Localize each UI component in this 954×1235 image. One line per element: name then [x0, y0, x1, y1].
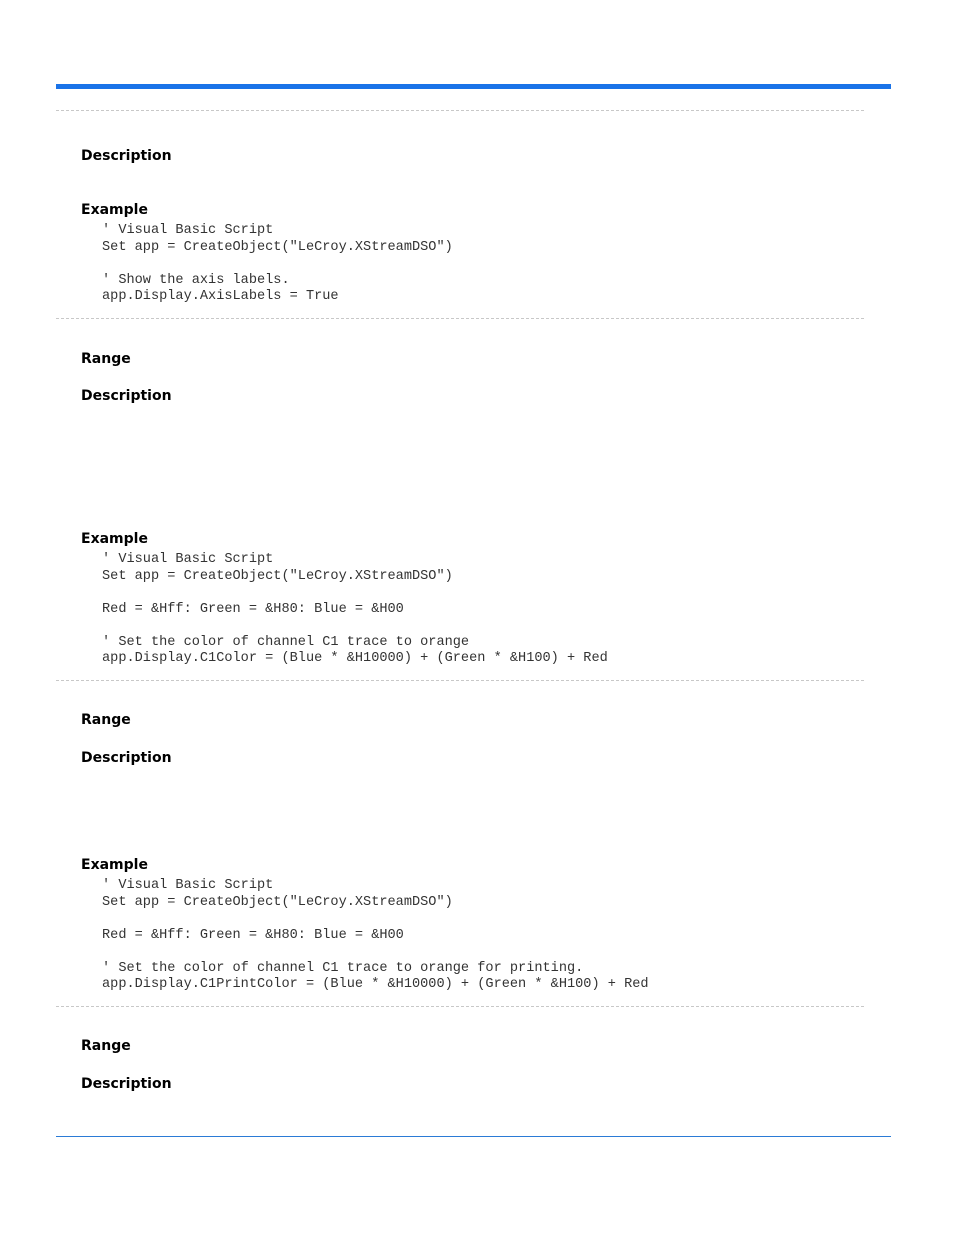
header-rule [56, 84, 891, 89]
section-separator [56, 110, 864, 111]
range-heading: Range [81, 712, 131, 728]
footer-rule [56, 1136, 891, 1137]
code-example: ' Visual Basic Script Set app = CreateObject("LeCroy.XStreamDSO") Red = &Hff: Green = &H80: Blue = &H00 ' Set the color of channel C1 trace to orange app.Display.C1Color = (Blue * &H10000) + (Green * &H100) + Red [102, 552, 608, 666]
description-heading: Description [81, 750, 172, 766]
example-heading: Example [81, 202, 148, 218]
example-heading: Example [81, 857, 148, 873]
code-example: ' Visual Basic Script Set app = CreateObject("LeCroy.XStreamDSO") ' Show the axis labels. app.Display.AxisLabels = True [102, 223, 453, 304]
section-separator [56, 680, 864, 681]
range-heading: Range [81, 1038, 131, 1054]
section-separator [56, 318, 864, 319]
description-heading: Description [81, 1076, 172, 1092]
description-heading: Description [81, 148, 172, 164]
range-heading: Range [81, 351, 131, 367]
code-example: ' Visual Basic Script Set app = CreateObject("LeCroy.XStreamDSO") Red = &Hff: Green = &H80: Blue = &H00 ' Set the color of channel C1 trace to orange for printing. app.Display.C1PrintColor = (Blue * &H10000) + (Green * &H100) + Red [102, 878, 649, 992]
description-heading: Description [81, 388, 172, 404]
section-separator [56, 1006, 864, 1007]
example-heading: Example [81, 531, 148, 547]
